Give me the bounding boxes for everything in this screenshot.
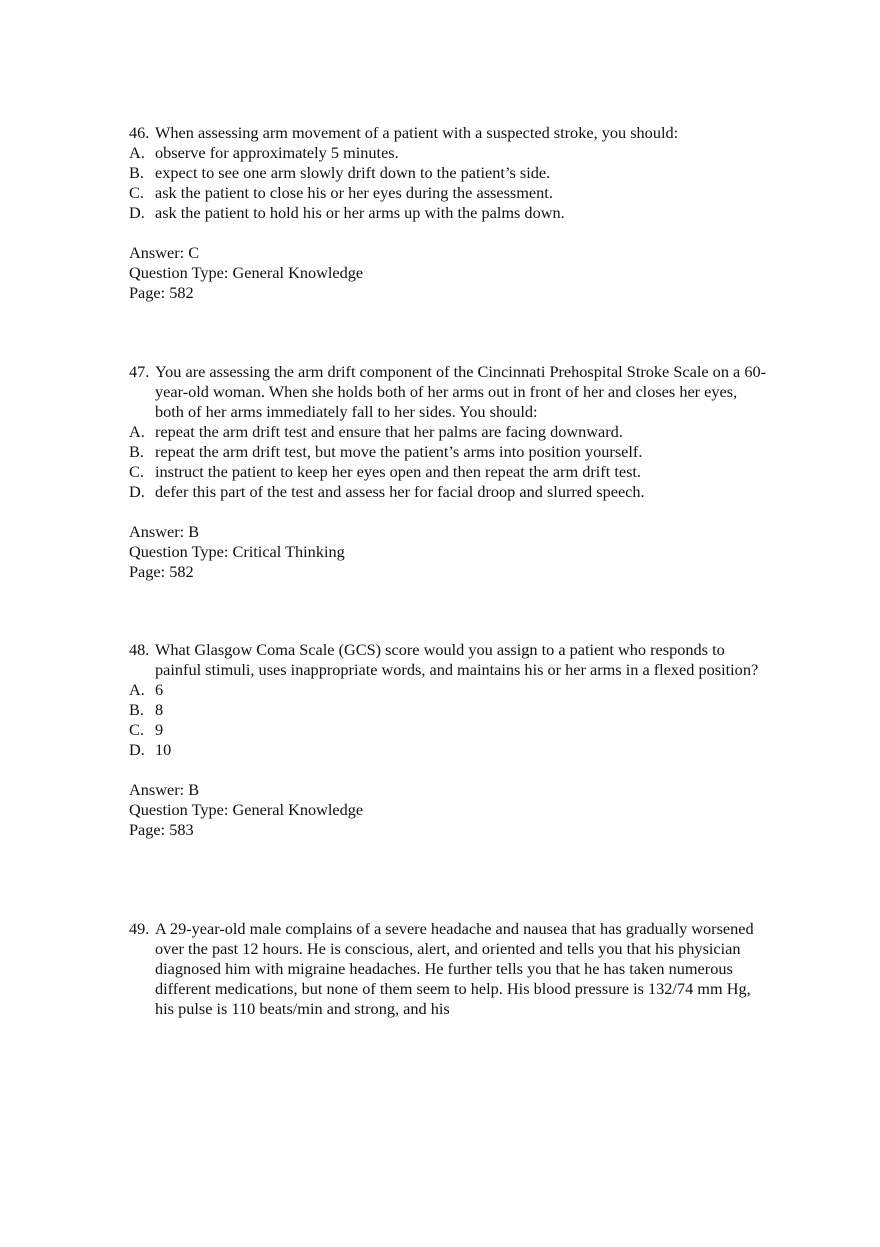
option-letter: A. bbox=[129, 680, 145, 699]
option-b bbox=[129, 442, 769, 462]
option-letter: A. bbox=[129, 422, 145, 441]
question-meta bbox=[129, 780, 769, 840]
option-c bbox=[129, 183, 769, 203]
question-stem bbox=[129, 919, 769, 1019]
answer-options bbox=[129, 143, 769, 223]
question-number: 49. bbox=[129, 919, 150, 938]
option-letter: D. bbox=[129, 740, 145, 759]
option-text: instruct the patient to keep her eyes open and then repeat the arm drift test. bbox=[155, 462, 641, 481]
option-c bbox=[129, 720, 769, 740]
question-meta bbox=[129, 522, 769, 582]
question-text: A 29-year-old male complains of a severe headache and nausea that has gradually worsened over the past 12 hours. He is conscious, alert, and oriented and tells you that his physician diagnosed him with migraine headaches. He further tells you that he has taken numerous different medications, but none of them seem to help. His blood pressure is 132/74 mm Hg, his pulse is 110 beats/min and strong, and his bbox=[155, 919, 754, 1018]
option-d bbox=[129, 482, 769, 502]
option-a bbox=[129, 680, 769, 700]
question-text: What Glasgow Coma Scale (GCS) score would you assign to a patient who responds to painful stimuli, uses inappropriate words, and maintains his or her arms in a flexed position? bbox=[155, 640, 759, 679]
option-letter: B. bbox=[129, 163, 144, 182]
question-49 bbox=[129, 919, 769, 1019]
question-type-line: Question Type: Critical Thinking bbox=[129, 542, 345, 561]
option-text: 8 bbox=[155, 700, 164, 719]
answer-options bbox=[129, 422, 769, 502]
option-text: observe for approximately 5 minutes. bbox=[155, 143, 399, 162]
question-text: You are assessing the arm drift component of the Cincinnati Prehospital Stroke Scale on a 60-year-old woman. When she holds both of her arms out in front of her and closes her eyes, both of her arms immediately fall to her sides. You should: bbox=[155, 362, 767, 421]
option-letter: C. bbox=[129, 720, 144, 739]
option-letter: A. bbox=[129, 143, 145, 162]
question-number: 48. bbox=[129, 640, 150, 659]
question-47 bbox=[129, 362, 769, 582]
page-reference-line: Page: 582 bbox=[129, 283, 194, 302]
option-b bbox=[129, 700, 769, 720]
option-letter: C. bbox=[129, 462, 144, 481]
question-stem bbox=[129, 123, 769, 143]
option-text: defer this part of the test and assess her for facial droop and slurred speech. bbox=[155, 482, 645, 501]
question-stem bbox=[129, 362, 769, 422]
option-text: 9 bbox=[155, 720, 164, 739]
question-stem bbox=[129, 640, 769, 680]
option-text: ask the patient to hold his or her arms up with the palms down. bbox=[155, 203, 565, 222]
question-48 bbox=[129, 640, 769, 840]
option-letter: D. bbox=[129, 203, 145, 222]
answer-options bbox=[129, 680, 769, 760]
question-meta bbox=[129, 243, 769, 303]
option-d bbox=[129, 203, 769, 223]
option-text: 10 bbox=[155, 740, 172, 759]
answer-line: Answer: B bbox=[129, 780, 200, 799]
question-46 bbox=[129, 123, 769, 303]
option-text: expect to see one arm slowly drift down to the patient’s side. bbox=[155, 163, 551, 182]
option-a bbox=[129, 422, 769, 442]
answer-line: Answer: B bbox=[129, 522, 200, 541]
page-reference-line: Page: 583 bbox=[129, 820, 194, 839]
option-letter: C. bbox=[129, 183, 144, 202]
question-number: 47. bbox=[129, 362, 150, 381]
option-a bbox=[129, 143, 769, 163]
option-text: ask the patient to close his or her eyes during the assessment. bbox=[155, 183, 553, 202]
question-type-line: Question Type: General Knowledge bbox=[129, 263, 364, 282]
question-number: 46. bbox=[129, 123, 150, 142]
page-reference-line: Page: 582 bbox=[129, 562, 194, 581]
option-letter: D. bbox=[129, 482, 145, 501]
option-d bbox=[129, 740, 769, 760]
answer-line: Answer: C bbox=[129, 243, 200, 262]
question-text: When assessing arm movement of a patient with a suspected stroke, you should: bbox=[155, 123, 679, 142]
question-type-line: Question Type: General Knowledge bbox=[129, 800, 364, 819]
option-text: 6 bbox=[155, 680, 164, 699]
option-b bbox=[129, 163, 769, 183]
option-text: repeat the arm drift test and ensure that her palms are facing downward. bbox=[155, 422, 623, 441]
option-text: repeat the arm drift test, but move the patient’s arms into position yourself. bbox=[155, 442, 643, 461]
option-letter: B. bbox=[129, 442, 144, 461]
option-c bbox=[129, 462, 769, 482]
option-letter: B. bbox=[129, 700, 144, 719]
